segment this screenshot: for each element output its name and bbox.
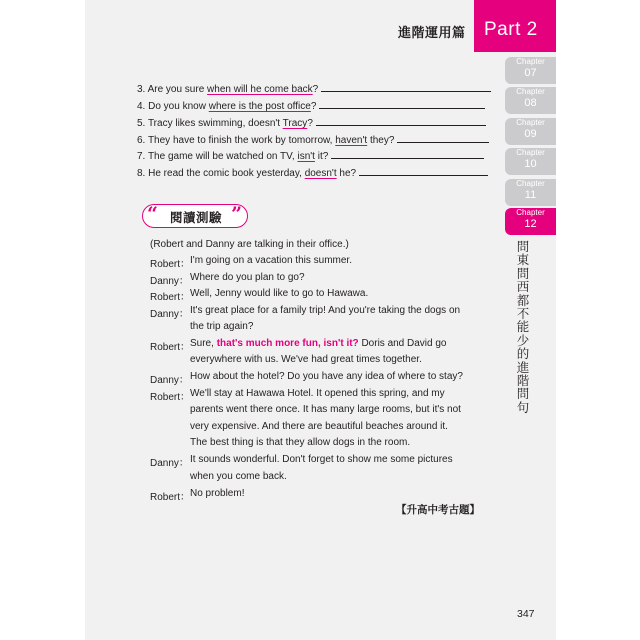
page-number: 347: [517, 608, 535, 620]
chapter-tab-08[interactable]: [505, 87, 556, 114]
dialogue-line: No problem!: [190, 488, 245, 499]
question-4: 4. Do you know where is the post office?: [137, 101, 485, 112]
dialogue-line: It's great place for a family trip! And you're taking the dogs on: [190, 305, 461, 316]
question-6: 6. They have to finish the work by tomorrow, haven't they?: [137, 135, 489, 146]
speaker: Danny：: [150, 375, 189, 386]
speaker: Robert：: [150, 392, 191, 403]
answer-blank[interactable]: [359, 173, 488, 176]
chapter-tab-label: Chapter: [516, 57, 545, 66]
dialogue-line: We'll stay at Hawawa Hotel. It opened this spring, and my: [190, 388, 445, 399]
speaker: Robert：: [150, 292, 191, 303]
question-3: 3. Are you sure when will he come back?: [137, 84, 491, 95]
dialogue-line: everywhere with us. We've had great times together.: [190, 354, 422, 365]
dialogue-line: when you come back.: [190, 471, 287, 482]
speaker: Robert：: [150, 342, 191, 353]
speaker: Danny：: [150, 276, 189, 287]
part-label: Part 2: [484, 19, 538, 40]
dialogue-line: very expensive. And there are beautiful beaches around it.: [190, 421, 448, 432]
reading-title: 閱讀測驗: [170, 210, 223, 225]
dialogue-line: The best thing is that they allow dogs in the room.: [190, 437, 411, 448]
part-label-box: [474, 0, 556, 52]
chapter-tab-num: 10: [524, 158, 537, 170]
speaker: Danny：: [150, 458, 189, 469]
question-7: 7. The game will be watched on TV, isn't it?: [137, 151, 484, 162]
dialogue-line: How about the hotel? Do you have any idea of where to stay?: [190, 371, 463, 382]
chapter-tab-11[interactable]: [505, 179, 556, 206]
open-quote-icon: “: [147, 203, 158, 225]
dialogue-line: the trip again?: [190, 321, 254, 332]
chapter-tab-num: 07: [524, 67, 537, 79]
question-5: 5. Tracy likes swimming, doesn't Tracy?: [137, 118, 486, 129]
answer-blank[interactable]: [316, 123, 486, 126]
answer-blank[interactable]: [331, 156, 484, 159]
chapter-tab-10[interactable]: [505, 148, 556, 175]
speaker: Robert：: [150, 259, 191, 270]
speaker: Danny：: [150, 309, 189, 320]
section-title: 進階運用篇: [398, 26, 466, 41]
dialogue-line: parents went there once. It has many large rooms, but it's not: [190, 404, 461, 415]
page-panel: [85, 0, 556, 640]
dialogue-intro: (Robert and Danny are talking in their office.): [150, 239, 349, 250]
chapter-tab-num: 12: [524, 218, 537, 230]
dialogue-line: I'm going on a vacation this summer.: [190, 255, 352, 266]
chapter-tab-12[interactable]: [505, 208, 556, 235]
dialogue-line: Well, Jenny would like to go to Hawawa.: [190, 288, 369, 299]
chapter-tab-label: Chapter: [516, 118, 545, 127]
highlighted-phrase: that's much more fun, isn't it?: [216, 338, 359, 349]
chapter-tab-label: Chapter: [516, 148, 545, 157]
chapter-tab-09[interactable]: [505, 118, 556, 145]
close-quote-icon: ”: [231, 203, 242, 225]
speaker: Robert：: [150, 492, 191, 503]
reading-badge: [142, 204, 248, 228]
chapter-tab-07[interactable]: [505, 57, 556, 84]
chapter-tab-label: Chapter: [516, 179, 545, 188]
chapter-title-vertical: 問東問西都不能少的進階問句: [516, 239, 530, 415]
chapter-tab-num: 11: [524, 189, 537, 201]
question-8: 8. He read the comic book yesterday, doesn't he?: [137, 168, 488, 179]
dialogue-line: Sure, that's much more fun, isn't it? Doris and David go: [190, 338, 447, 349]
answer-blank[interactable]: [397, 140, 489, 143]
dialogue-line: Where do you plan to go?: [190, 272, 305, 283]
dialogue-line: It sounds wonderful. Don't forget to show me some pictures: [190, 454, 453, 465]
chapter-tab-num: 08: [524, 97, 537, 109]
chapter-tab-label: Chapter: [516, 87, 545, 96]
answer-blank[interactable]: [321, 89, 491, 92]
chapter-tab-num: 09: [524, 128, 537, 140]
answer-blank[interactable]: [319, 106, 485, 109]
source-note: 【升高中考古題】: [396, 504, 480, 516]
chapter-tab-label: Chapter: [516, 208, 545, 217]
